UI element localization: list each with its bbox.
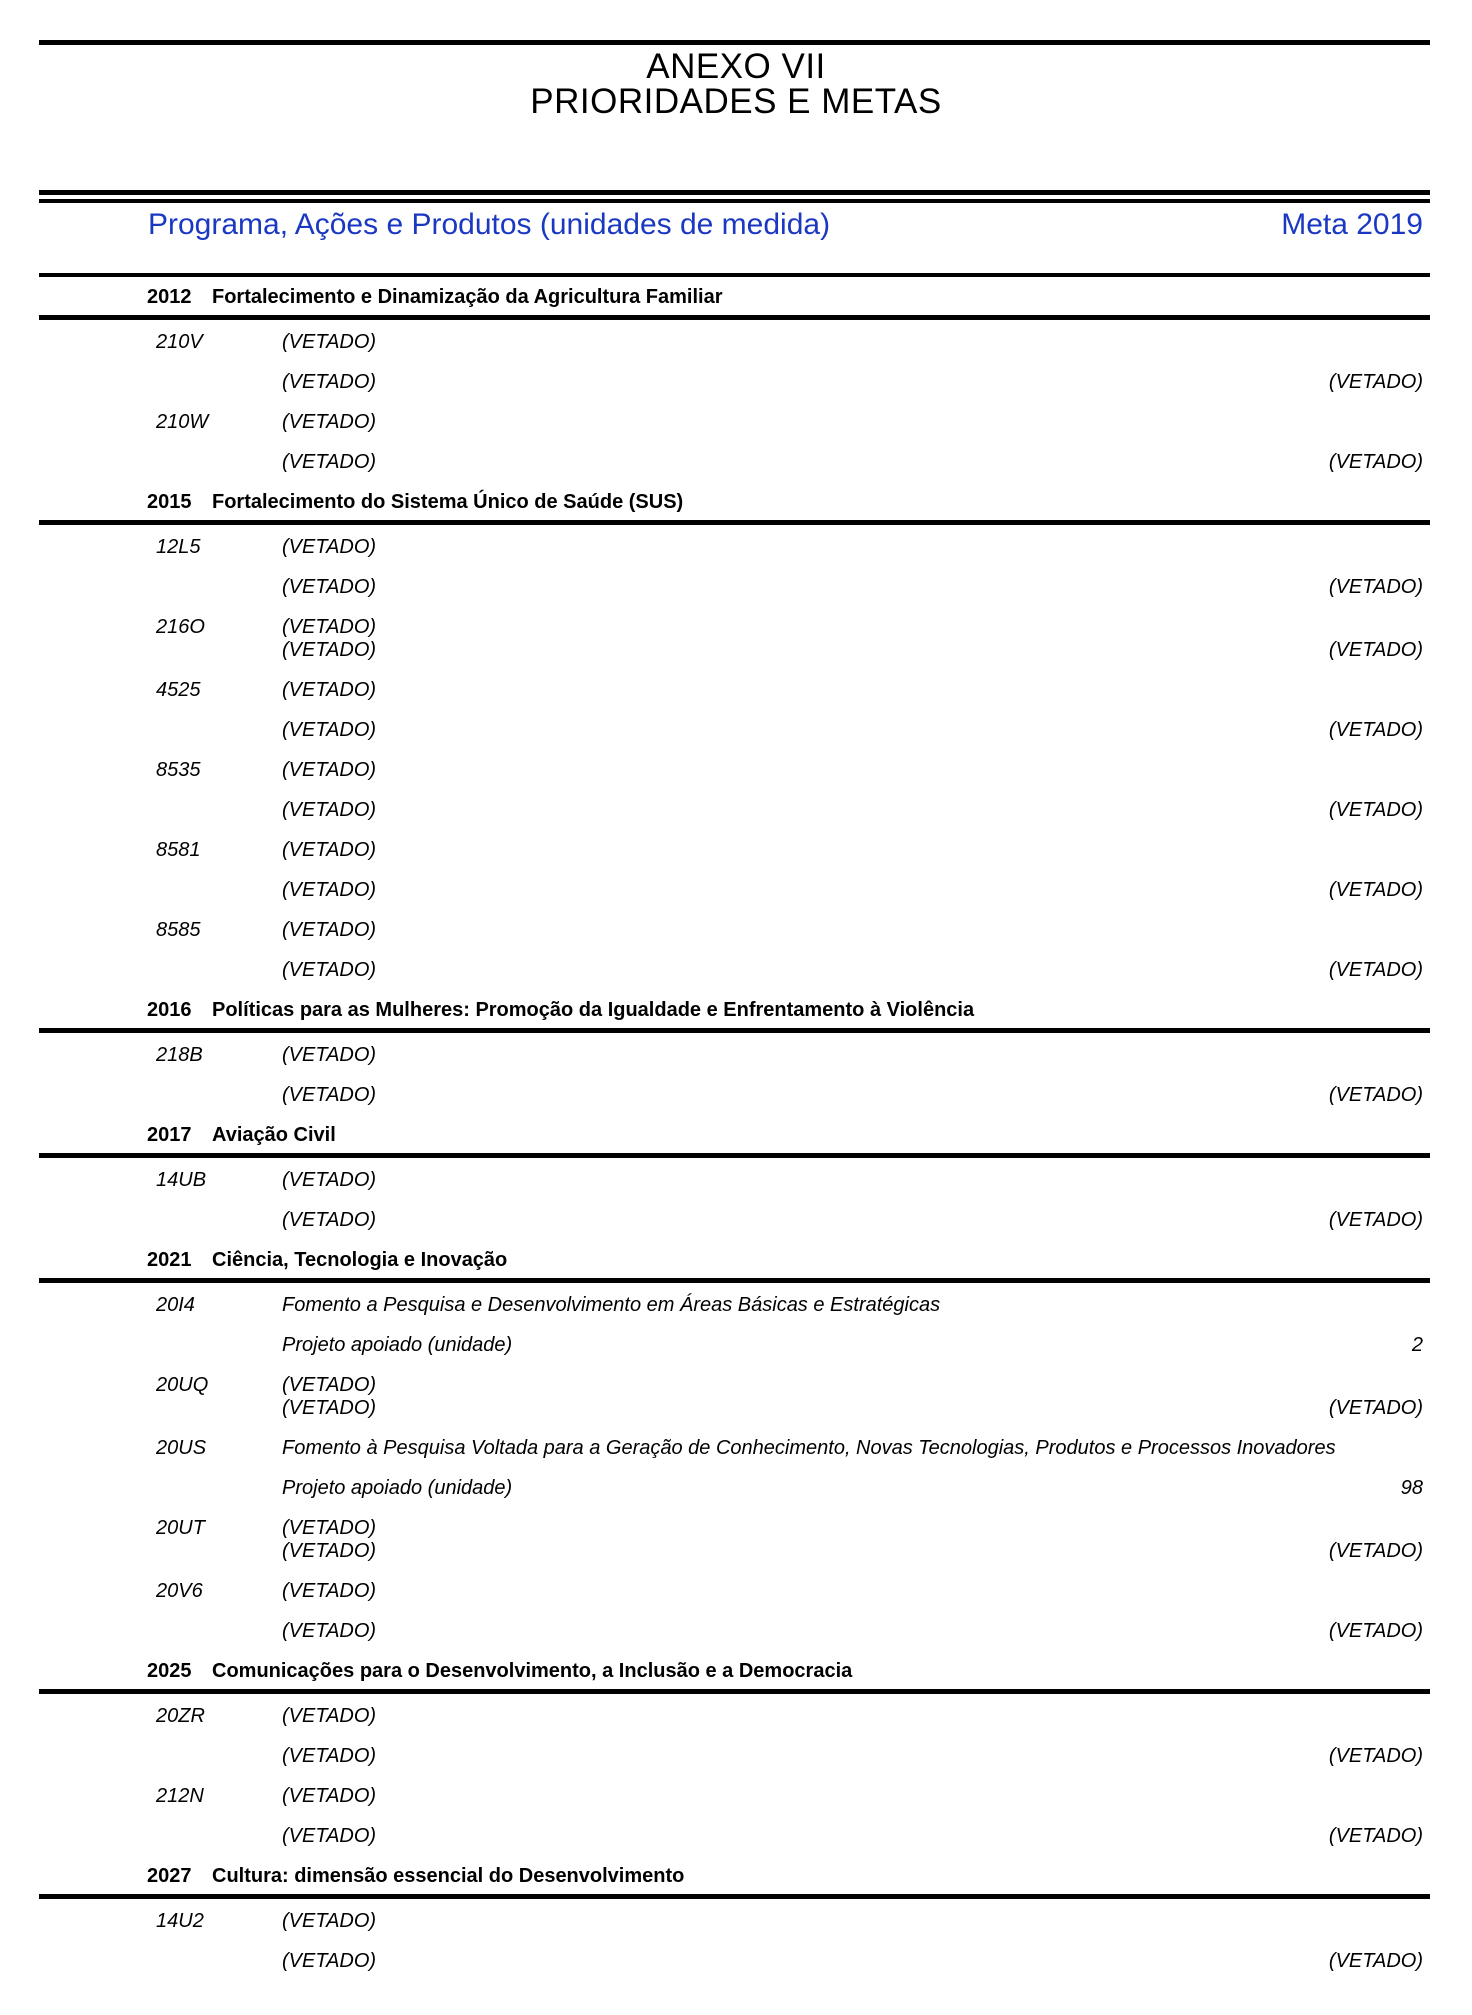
table-top-double-rule — [0, 190, 1472, 203]
action-title-row — [0, 1169, 1472, 1192]
action-code: 216O — [156, 616, 205, 638]
program-name: Ciência, Tecnologia e Inovação — [212, 1249, 508, 1271]
program-row — [0, 1865, 1472, 1888]
action-product-row — [0, 799, 1472, 822]
action-title-row — [0, 1705, 1472, 1728]
annex-title: ANEXO VII — [646, 47, 826, 86]
action-product-row — [0, 1825, 1472, 1848]
program-rule — [39, 520, 1430, 525]
action-product-row — [0, 451, 1472, 474]
action-product-row — [0, 1209, 1472, 1232]
action-product-row — [0, 959, 1472, 982]
action-product-row — [0, 1745, 1472, 1768]
action-title-row — [0, 536, 1472, 559]
program-name: Cultura: dimensão essencial do Desenvolvimento — [212, 1865, 685, 1887]
action-description: Fomento à Pesquisa Voltada para a Geração de Conhecimento, Novas Tecnologias, Produtos e Processos Inovadores — [282, 1437, 1336, 1459]
program-rule — [39, 1028, 1430, 1033]
action-description: (VETADO) — [282, 1169, 377, 1191]
action-meta-value: (VETADO) — [1328, 959, 1423, 981]
action-product: (VETADO) — [282, 576, 377, 598]
action-product-row — [0, 1540, 1472, 1563]
program-name: Políticas para as Mulheres: Promoção da Igualdade e Enfrentamento à Violência — [212, 999, 975, 1021]
action-code: 210W — [156, 411, 209, 433]
action-description: (VETADO) — [282, 839, 377, 861]
action-meta-value: (VETADO) — [1328, 451, 1423, 473]
program-row — [0, 1124, 1472, 1147]
action-title-row — [0, 759, 1472, 782]
action-meta-value: (VETADO) — [1328, 1745, 1423, 1767]
action-code: 20UT — [156, 1517, 205, 1539]
action-code: 20UQ — [156, 1374, 209, 1396]
action-title-row — [0, 1437, 1472, 1460]
program-rule — [39, 1689, 1430, 1694]
program-section — [0, 1124, 1472, 1232]
action-product: Projeto apoiado (unidade) — [282, 1477, 513, 1499]
action-description: (VETADO) — [282, 1785, 377, 1807]
action-meta-value: 98 — [1400, 1477, 1423, 1499]
action-product-row — [0, 371, 1472, 394]
program-rule — [39, 1278, 1430, 1283]
action-product-row — [0, 719, 1472, 742]
action-meta-value: (VETADO) — [1328, 879, 1423, 901]
action-product-row — [0, 1950, 1472, 1973]
action-description: (VETADO) — [282, 1910, 377, 1932]
title-block — [0, 49, 1472, 119]
action-title-row — [0, 1910, 1472, 1933]
program-section — [0, 1660, 1472, 1848]
action-meta-value: (VETADO) — [1328, 1540, 1423, 1562]
program-row — [0, 999, 1472, 1022]
action-title-row — [0, 1580, 1472, 1603]
action-description: Fomento a Pesquisa e Desenvolvimento em Áreas Básicas e Estratégicas — [282, 1294, 941, 1316]
program-row — [0, 1660, 1472, 1683]
program-code: 2027 — [147, 1865, 192, 1887]
program-section — [0, 491, 1472, 982]
action-description: (VETADO) — [282, 1705, 377, 1727]
action-meta-value: (VETADO) — [1328, 1209, 1423, 1231]
program-name: Aviação Civil — [212, 1124, 336, 1146]
action-description: (VETADO) — [282, 536, 377, 558]
program-rule — [39, 315, 1430, 320]
action-meta-value: (VETADO) — [1328, 639, 1423, 661]
action-meta-value: (VETADO) — [1328, 371, 1423, 393]
action-title-row — [0, 411, 1472, 434]
column-header-rule — [39, 273, 1430, 277]
action-code: 20ZR — [156, 1705, 205, 1727]
action-product: (VETADO) — [282, 799, 377, 821]
action-product: (VETADO) — [282, 639, 377, 661]
action-code: 20I4 — [156, 1294, 195, 1316]
action-product: (VETADO) — [282, 1950, 377, 1972]
program-rule — [39, 1153, 1430, 1158]
action-description: (VETADO) — [282, 616, 377, 638]
action-title-row — [0, 1785, 1472, 1808]
action-description: (VETADO) — [282, 679, 377, 701]
action-description: (VETADO) — [282, 331, 377, 353]
action-product-row — [0, 639, 1472, 662]
action-meta-value: (VETADO) — [1328, 1620, 1423, 1642]
action-meta-value: (VETADO) — [1328, 719, 1423, 741]
action-code: 14U2 — [156, 1910, 204, 1932]
action-product: (VETADO) — [282, 959, 377, 981]
action-meta-value: (VETADO) — [1328, 1397, 1423, 1419]
action-meta-value: (VETADO) — [1328, 799, 1423, 821]
column-header-meta: Meta 2019 — [1281, 208, 1423, 241]
action-title-row — [0, 331, 1472, 354]
program-section — [0, 999, 1472, 1107]
action-title-row — [0, 1294, 1472, 1317]
column-header-program: Programa, Ações e Produtos (unidades de medida) — [148, 208, 831, 241]
table-body — [0, 286, 1472, 1973]
action-product: Projeto apoiado (unidade) — [282, 1334, 513, 1356]
program-row — [0, 1249, 1472, 1272]
action-code: 14UB — [156, 1169, 207, 1191]
action-product: (VETADO) — [282, 1084, 377, 1106]
action-code: 218B — [156, 1044, 203, 1066]
action-description: (VETADO) — [282, 1374, 377, 1396]
annex-subtitle: PRIORIDADES E METAS — [530, 82, 942, 121]
action-code: 20US — [156, 1437, 207, 1459]
table-column-header — [0, 208, 1472, 242]
action-product-row — [0, 1620, 1472, 1643]
program-name: Fortalecimento e Dinamização da Agricultura Familiar — [212, 286, 723, 308]
action-product-row — [0, 1084, 1472, 1107]
action-title-row — [0, 679, 1472, 702]
action-title-row — [0, 919, 1472, 942]
action-title-row — [0, 616, 1472, 639]
action-product: (VETADO) — [282, 719, 377, 741]
action-product: (VETADO) — [282, 1825, 377, 1847]
program-row — [0, 286, 1472, 309]
program-rule — [39, 1894, 1430, 1899]
program-section — [0, 1865, 1472, 1973]
program-row — [0, 491, 1472, 514]
action-title-row — [0, 1374, 1472, 1397]
action-meta-value: (VETADO) — [1328, 576, 1423, 598]
action-product: (VETADO) — [282, 451, 377, 473]
action-product: (VETADO) — [282, 1397, 377, 1419]
program-section — [0, 1249, 1472, 1643]
action-product-row — [0, 1477, 1472, 1500]
action-meta-value: (VETADO) — [1328, 1084, 1423, 1106]
action-code: 20V6 — [156, 1580, 203, 1602]
program-name: Comunicações para o Desenvolvimento, a Inclusão e a Democracia — [212, 1660, 853, 1682]
action-code: 8581 — [156, 839, 201, 861]
program-code: 2012 — [147, 286, 192, 308]
action-product: (VETADO) — [282, 879, 377, 901]
action-meta-value: 2 — [1411, 1334, 1423, 1356]
program-section — [0, 286, 1472, 474]
action-description: (VETADO) — [282, 1517, 377, 1539]
action-product-row — [0, 1397, 1472, 1420]
program-code: 2017 — [147, 1124, 192, 1146]
top-rule — [39, 40, 1430, 45]
action-product: (VETADO) — [282, 371, 377, 393]
program-code: 2025 — [147, 1660, 192, 1682]
action-meta-value: (VETADO) — [1328, 1825, 1423, 1847]
action-code: 4525 — [156, 679, 201, 701]
program-code: 2021 — [147, 1249, 192, 1271]
action-description: (VETADO) — [282, 759, 377, 781]
double-rule-lower — [39, 199, 1430, 203]
action-code: 8585 — [156, 919, 201, 941]
action-description: (VETADO) — [282, 411, 377, 433]
action-product: (VETADO) — [282, 1745, 377, 1767]
action-code: 212N — [156, 1785, 204, 1807]
action-description: (VETADO) — [282, 919, 377, 941]
program-code: 2016 — [147, 999, 192, 1021]
action-title-row — [0, 1517, 1472, 1540]
action-product: (VETADO) — [282, 1209, 377, 1231]
action-code: 210V — [156, 331, 203, 353]
action-code: 8535 — [156, 759, 201, 781]
action-title-row — [0, 1044, 1472, 1067]
action-description: (VETADO) — [282, 1580, 377, 1602]
program-name: Fortalecimento do Sistema Único de Saúde (SUS) — [212, 491, 684, 513]
action-product: (VETADO) — [282, 1620, 377, 1642]
action-meta-value: (VETADO) — [1328, 1950, 1423, 1972]
action-description: (VETADO) — [282, 1044, 377, 1066]
action-product: (VETADO) — [282, 1540, 377, 1562]
action-code: 12L5 — [156, 536, 201, 558]
action-product-row — [0, 879, 1472, 902]
program-code: 2015 — [147, 491, 192, 513]
action-product-row — [0, 1334, 1472, 1357]
action-product-row — [0, 576, 1472, 599]
action-title-row — [0, 839, 1472, 862]
